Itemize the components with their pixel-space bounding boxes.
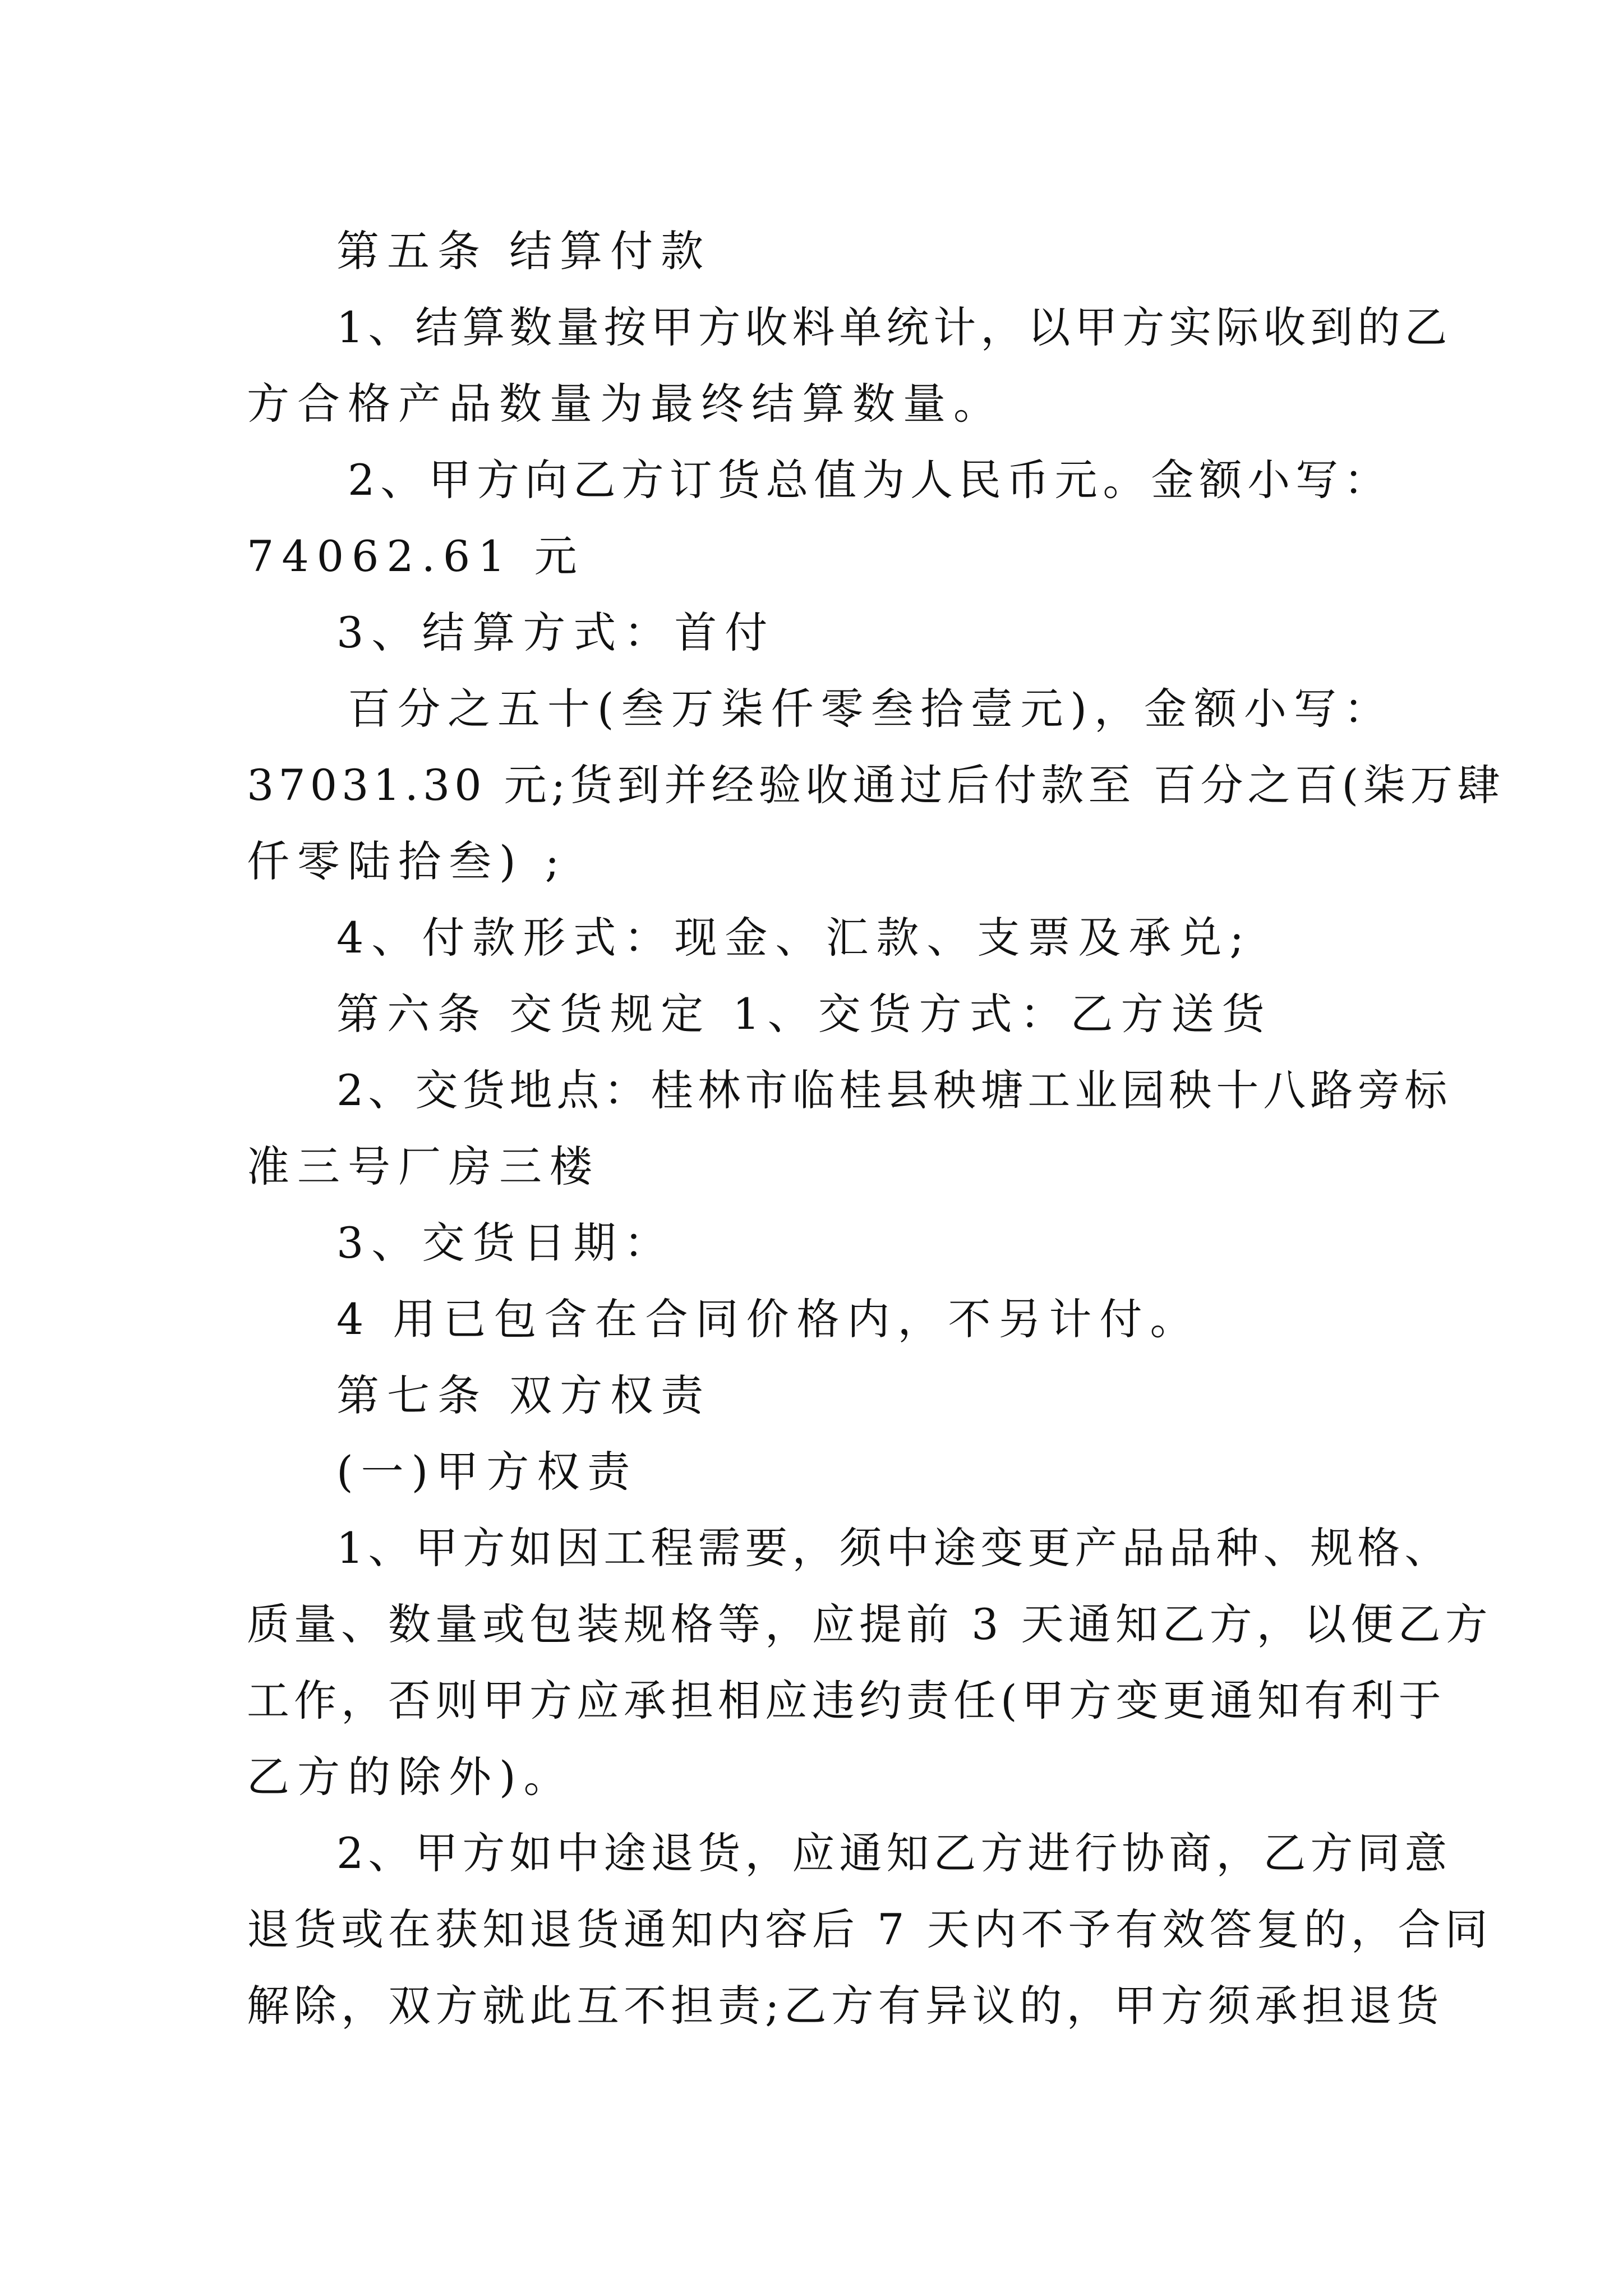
paragraph-line: 仟零陆拾叁) ; <box>247 836 568 886</box>
paragraph-line: 37031.30 元;货到并经验收通过后付款至 百分之百(柒万肆 <box>247 760 1505 810</box>
section-heading: (一)甲方权责 <box>336 1447 638 1497</box>
paragraph-line: 质量、数量或包装规格等，应提前 3 天通知乙方，以便乙方 <box>247 1599 1492 1649</box>
paragraph-line: 工作，否则甲方应承担相应违约责任(甲方变更通知有利于 <box>247 1676 1446 1726</box>
paragraph-line: 百分之五十(叁万柒仟零叁拾壹元)，金额小写： <box>348 684 1391 734</box>
paragraph-line: 2、甲方如中途退货，应通知乙方进行协商，乙方同意 <box>336 1828 1452 1878</box>
article-7-heading: 第七条 双方权责 <box>336 1370 712 1420</box>
paragraph-line: 乙方的除外)。 <box>247 1752 574 1802</box>
paragraph-line: 1、甲方如因工程需要，须中途变更产品品种、规格、 <box>336 1523 1452 1573</box>
paragraph-line: 74062.61 元 <box>247 531 585 581</box>
paragraph-line: 准三号厂房三楼 <box>247 1142 600 1191</box>
paragraph-line: 解除，双方就此互不担责;乙方有异议的，甲方须承担退货 <box>247 1981 1444 2031</box>
document-page <box>247 213 1505 2044</box>
paragraph-line: 1、结算数量按甲方收料单统计，以甲方实际收到的乙 <box>336 302 1452 352</box>
article-6-heading: 第六条 交货规定 1、交货方式：乙方送货 <box>336 989 1272 1039</box>
paragraph-line: 退货或在获知退货通知内容后 7 天内不予有效答复的，合同 <box>247 1904 1492 1954</box>
paragraph-line: 2、甲方向乙方订货总值为人民币元。金额小写： <box>348 455 1391 505</box>
paragraph-line: 4、付款形式：现金、汇款、支票及承兑; <box>336 913 1252 963</box>
paragraph-line: 3、结算方式：首付 <box>336 608 776 657</box>
paragraph-line: 4 用已包含在合同价格内，不另计付。 <box>336 1294 1201 1344</box>
article-5-heading: 第五条 结算付款 <box>336 226 712 276</box>
paragraph-line: 2、交货地点：桂林市临桂县秧塘工业园秧十八路旁标 <box>336 1065 1452 1115</box>
paragraph-line: 方合格产品数量为最终结算数量。 <box>247 379 1004 429</box>
paragraph-line: 3、交货日期： <box>336 1218 675 1268</box>
